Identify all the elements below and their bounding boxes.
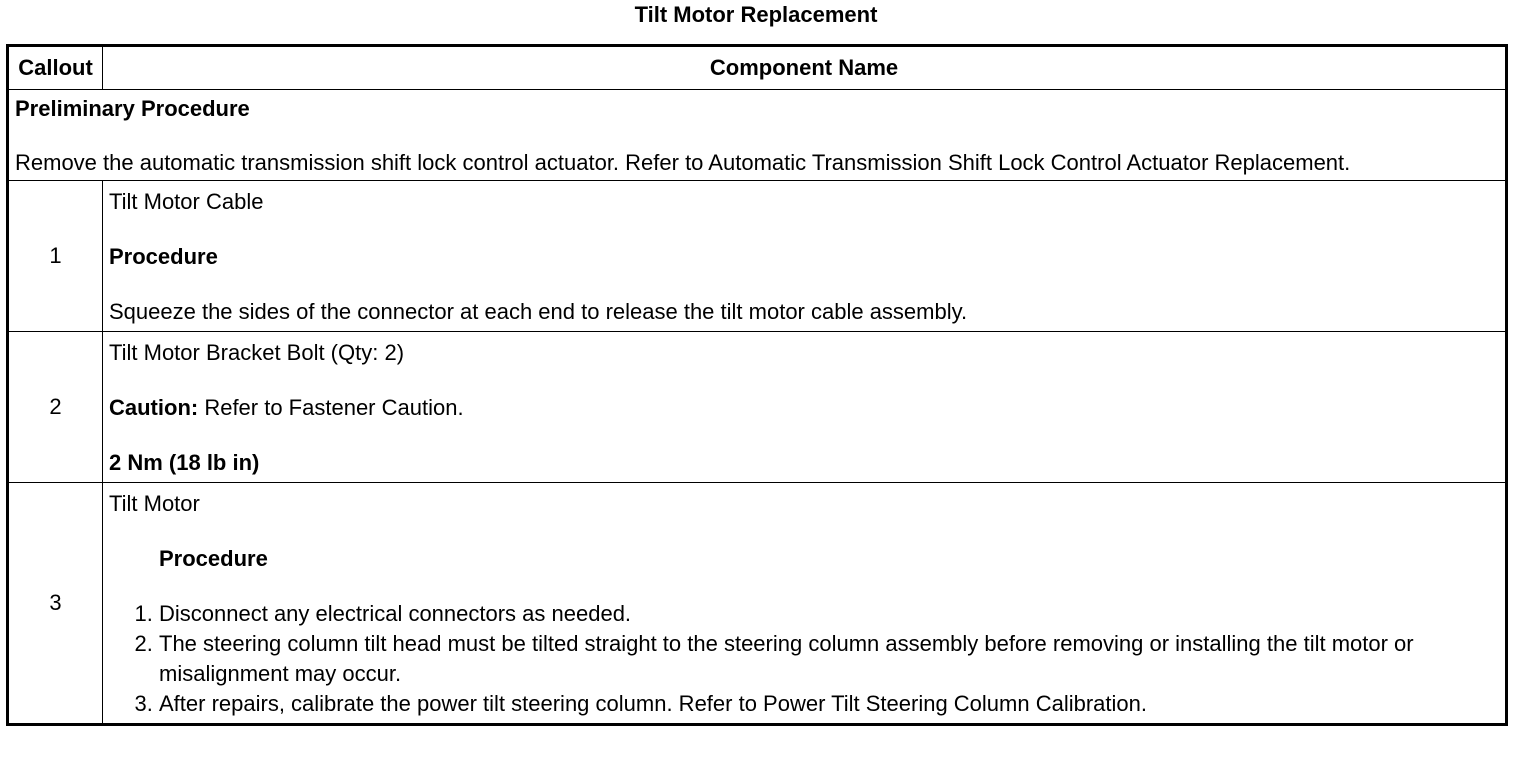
page-title: Tilt Motor Replacement	[634, 2, 878, 27]
table-row	[8, 483, 1507, 725]
header-callout: Callout	[8, 46, 103, 90]
procedure-step: 3. After repairs, calibrate the power tilt steering column. Refer to Power Tilt Steering Column Calibration.	[159, 689, 1499, 719]
component-name: Tilt Motor Cable	[109, 189, 264, 214]
procedure-steps	[109, 599, 1499, 719]
component-name: Tilt Motor	[109, 491, 200, 516]
component-cell	[103, 483, 1507, 725]
caution-text: Refer to Fastener Caution.	[198, 395, 464, 420]
torque-spec: 2 Nm (18 lb in)	[109, 450, 260, 475]
component-cell	[103, 332, 1507, 483]
table-header-row	[8, 46, 1507, 90]
caution-line	[109, 393, 1499, 423]
table-row	[8, 181, 1507, 332]
caution-label: Caution:	[109, 395, 199, 420]
component-name: Tilt Motor Bracket Bolt (Qty: 2)	[109, 340, 405, 365]
procedure-heading: Procedure	[109, 244, 218, 269]
preliminary-heading: Preliminary Procedure	[15, 96, 250, 121]
callout-cell: 1	[8, 181, 103, 332]
table-row	[8, 332, 1507, 483]
component-cell	[103, 181, 1507, 332]
procedure-heading: Procedure	[159, 546, 268, 571]
procedure-step: 1. Disconnect any electrical connectors as needed.	[159, 599, 1499, 629]
procedure-step: 2. The steering column tilt head must be tilted straight to the steering column assembly before removing or installing the tilt motor or misalignment may occur.	[159, 629, 1499, 689]
preliminary-text: Remove the automatic transmission shift lock control actuator. Refer to Automatic Transmission Shift Lock Control Actuator Replacement.	[15, 150, 1351, 175]
preliminary-row	[8, 90, 1507, 181]
header-component-name: Component Name	[103, 46, 1507, 90]
preliminary-cell	[8, 90, 1507, 181]
procedure-table	[6, 44, 1508, 726]
callout-cell: 3	[8, 483, 103, 725]
callout-cell: 2	[8, 332, 103, 483]
procedure-text: Squeeze the sides of the connector at each end to release the tilt motor cable assembly.	[109, 299, 968, 324]
